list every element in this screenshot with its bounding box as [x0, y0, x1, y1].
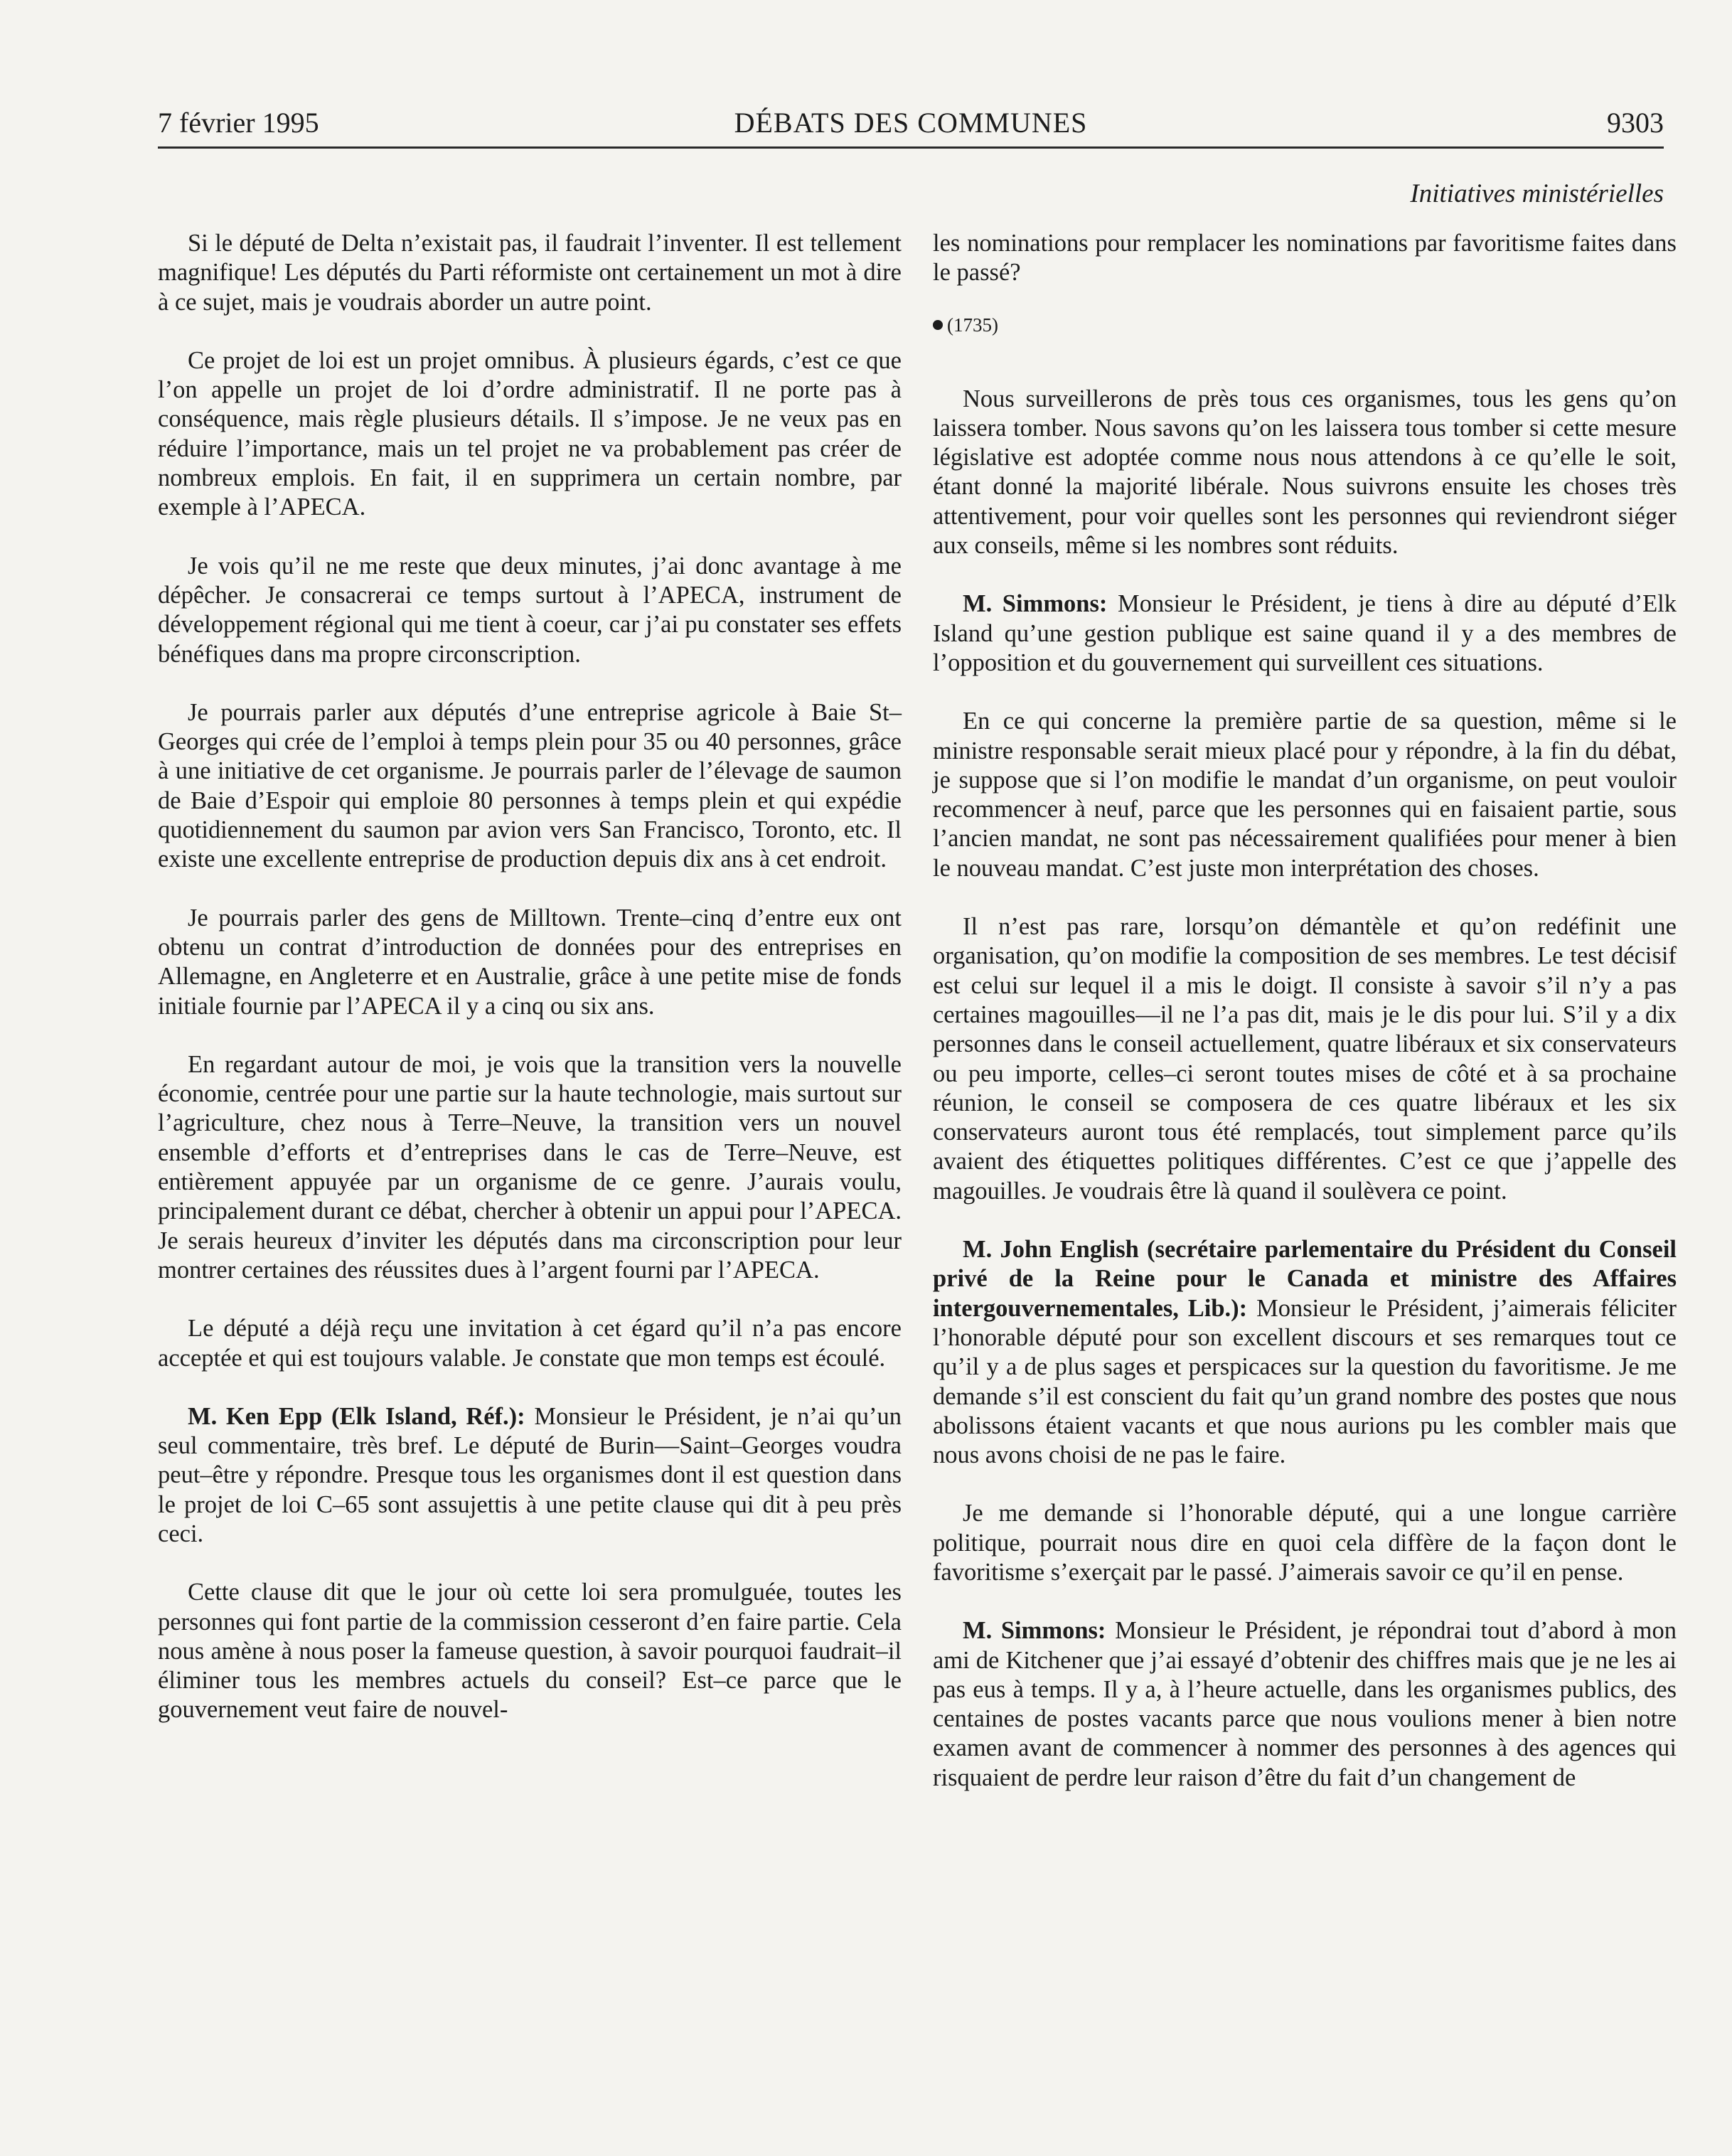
paragraph: Nous surveillerons de près tous ces organismes, tous les gens qu’on laissera tomber. Nous savons qu’on les laissera tous tomber si cette mesure législative est adoptée comme nous nous attendons à ce qu’elle le soit, étant donné la majorité libérale. Nous suivrons ensuite les choses très attentivement, pour voir quelles sont les personnes qui reviendront siéger aux conseils, même si les nombres sont réduits.	[933, 385, 1677, 560]
left-column	[158, 229, 902, 1754]
section-title: Initiatives ministérielles	[1410, 179, 1664, 208]
speech-paragraph	[158, 1402, 902, 1549]
timestamp	[933, 311, 1677, 339]
speech-text: Monsieur le Président, j’aimerais féliciter l’honorable député pour son excellent discours et ses remarques tout ce qu’il y a de plus sages et perspicaces sur la question du favoritisme. Je me demande s’il est conscient du fait qu’un grand nombre des postes que nous abolissons étaient vacants et que nous aurions pu les combler mais que nous avons choisi de ne pas le faire.	[933, 1294, 1677, 1469]
paragraph: Je vois qu’il ne me reste que deux minutes, j’ai donc avantage à me dépêcher. Je consacrerai ce temps surtout à l’APECA, instrument de développement régional qui me tient à coeur, car j’ai pu constater ses effets bénéfiques dans ma propre circonscription.	[158, 552, 902, 668]
speaker-name: M. John English (secrétaire parlementaire du Président du Conseil privé de la Reine pour le Canada et ministre des Affaires intergouvernementales, Lib.):	[933, 1236, 1677, 1322]
page-header	[158, 105, 1664, 141]
speech-paragraph	[933, 589, 1677, 678]
header-rule	[158, 146, 1664, 149]
paragraph: Il n’est pas rare, lorsqu’on démantèle et qu’on redéfinit une organisation, qu’on modifie la composition de ses membres. Le test décisif est celui sur lequel il a mis le doigt. Il consiste à savoir s’il n’y a pas certaines magouilles—il ne l’a pas dit, mais je le dis pour lui. S’il y a dix personnes dans le conseil actuellement, quatre libéraux et six conservateurs ou peu importe, celles–ci seront toutes mises de côté et à sa prochaine réunion, le conseil se composera de ces quatre libéraux et les six conservateurs auront tous été remplacés, tout simplement parce qu’ils avaient des étiquettes politiques différentes. C’est ce que j’appelle des magouilles. Je voudrais être là quand il soulèvera ce point.	[933, 913, 1677, 1205]
bullet-icon	[933, 320, 943, 330]
header-date: 7 février 1995	[158, 107, 319, 139]
paragraph: Je pourrais parler aux députés d’une entreprise agricole à Baie St–Georges qui crée de l’emploi à temps plein pour 35 ou 40 personnes, grâce à une initiative de cet organisme. Je pourrais parler de l’élevage de saumon de Baie d’Espoir qui emploie 80 personnes à temps plein et qui expédie quotidiennement du saumon par avion vers San Francisco, Toronto, etc. Il existe une excellente entreprise de production depuis dix ans à cet endroit.	[158, 698, 902, 873]
speech-text: Monsieur le Président, je répondrai tout d’abord à mon ami de Kitchener que j’ai essayé d’obtenir des chiffres mais que je ne les ai pas eus à temps. Il y a, à l’heure actuelle, dans les organismes publics, des centaines de postes vacants parce que nous voulions mener à bien notre examen avant de commencer à nommer des personnes à des agences qui risquaient de perdre leur raison d’être du fait d’un changement de	[933, 1617, 1677, 1791]
paragraph: Cette clause dit que le jour où cette loi sera promulguée, toutes les personnes qui font partie de la commission cesseront d’en faire partie. Cela nous amène à nous poser la fameuse question, à savoir pourquoi faudrait–il éliminer tous les membres actuels du conseil? Est–ce parce que le gouvernement veut faire de nouvel-	[158, 1579, 902, 1724]
paragraph-continuation: les nominations pour remplacer les nominations par favoritisme faites dans le passé?	[933, 230, 1677, 287]
right-column	[933, 229, 1677, 1822]
speech-paragraph	[933, 1235, 1677, 1470]
timestamp-label: (1735)	[947, 314, 998, 336]
speaker-name: M. Ken Epp (Elk Island, Réf.):	[188, 1402, 525, 1430]
speech-text: Monsieur le Président, je n’ai qu’un seul commentaire, très bref. Le député de Burin—Saint–Georges voudra peut–être y répondre. Presque tous les organismes dont il est question dans le projet de loi C–65 sont assujettis à une petite clause qui dit à peu près ceci.	[158, 1402, 902, 1547]
paragraph: Ce projet de loi est un projet omnibus. À plusieurs égards, c’est ce que l’on appelle un projet de loi d’ordre administratif. Il ne porte pas à conséquence, mais règle plusieurs détails. Il s’impose. Je ne veux pas en réduire l’importance, mais un tel projet ne va probablement pas créer de nombreux emplois. En fait, il en supprimera un certain nombre, par exemple à l’APECA.	[158, 346, 902, 521]
paragraph: En ce qui concerne la première partie de sa question, même si le ministre responsable serait mieux placé pour y répondre, à la fin du débat, je suppose que si l’on modifie le mandat d’un organisme, on peut vouloir recommencer à neuf, parce que les personnes qui en faisaient partie, sous l’ancien mandat, ne sont pas nécessairement qualifiées pour mener à bien le nouveau mandat. C’est juste mon interprétation des choses.	[933, 708, 1677, 882]
page-number: 9303	[1607, 107, 1664, 139]
paragraph: En regardant autour de moi, je vois que la transition vers la nouvelle économie, centrée pour une partie sur la haute technologie, mais surtout sur l’agriculture, chez nous à Terre–Neuve, la transition vers un nouvel ensemble d’efforts et d’entreprises dans le cas de Terre–Neuve, est entièrement appuyée par un organisme de ce genre. J’aurais voulu, principalement durant ce débat, chercher à obtenir un appui pour l’APECA. Je serais heureux d’inviter les députés dans ma circonscription pour leur montrer certaines des réussites dues à l’argent fourni par l’APECA.	[158, 1050, 902, 1284]
paragraph: Le député a déjà reçu une invitation à cet égard qu’il n’a pas encore acceptée et qui est toujours valable. Je constate que mon temps est écoulé.	[158, 1315, 902, 1372]
paragraph: Je me demande si l’honorable député, qui a une longue carrière politique, pourrait nous dire en quoi cela diffère de la façon dont le favoritisme s’exerçait par le passé. J’aimerais savoir ce qu’il en pense.	[933, 1500, 1677, 1586]
speaker-name: M. Simmons:	[963, 590, 1108, 618]
paragraph: Si le député de Delta n’existait pas, il faudrait l’inventer. Il est tellement magnifique! Les députés du Parti réformiste ont certainement un mot à dire à ce sujet, mais je voudrais aborder un autre point.	[158, 230, 902, 316]
paragraph: Je pourrais parler des gens de Milltown. Trente–cinq d’entre eux ont obtenu un contrat d’introduction de données pour des entreprises en Allemagne, en Angleterre et en Australie, grâce à une petite mise de fonds initiale fournie par l’APECA il y a cinq ou six ans.	[158, 904, 902, 1020]
speech-paragraph	[933, 1616, 1677, 1793]
header-title: DÉBATS DES COMMUNES	[734, 107, 1088, 139]
speech-text: Monsieur le Président, je tiens à dire au député d’Elk Island qu’une gestion publique est saine quand il y a des membres de l’opposition et du gouvernement qui surveillent ces situations.	[933, 590, 1677, 676]
speaker-name: M. Simmons:	[963, 1617, 1106, 1645]
